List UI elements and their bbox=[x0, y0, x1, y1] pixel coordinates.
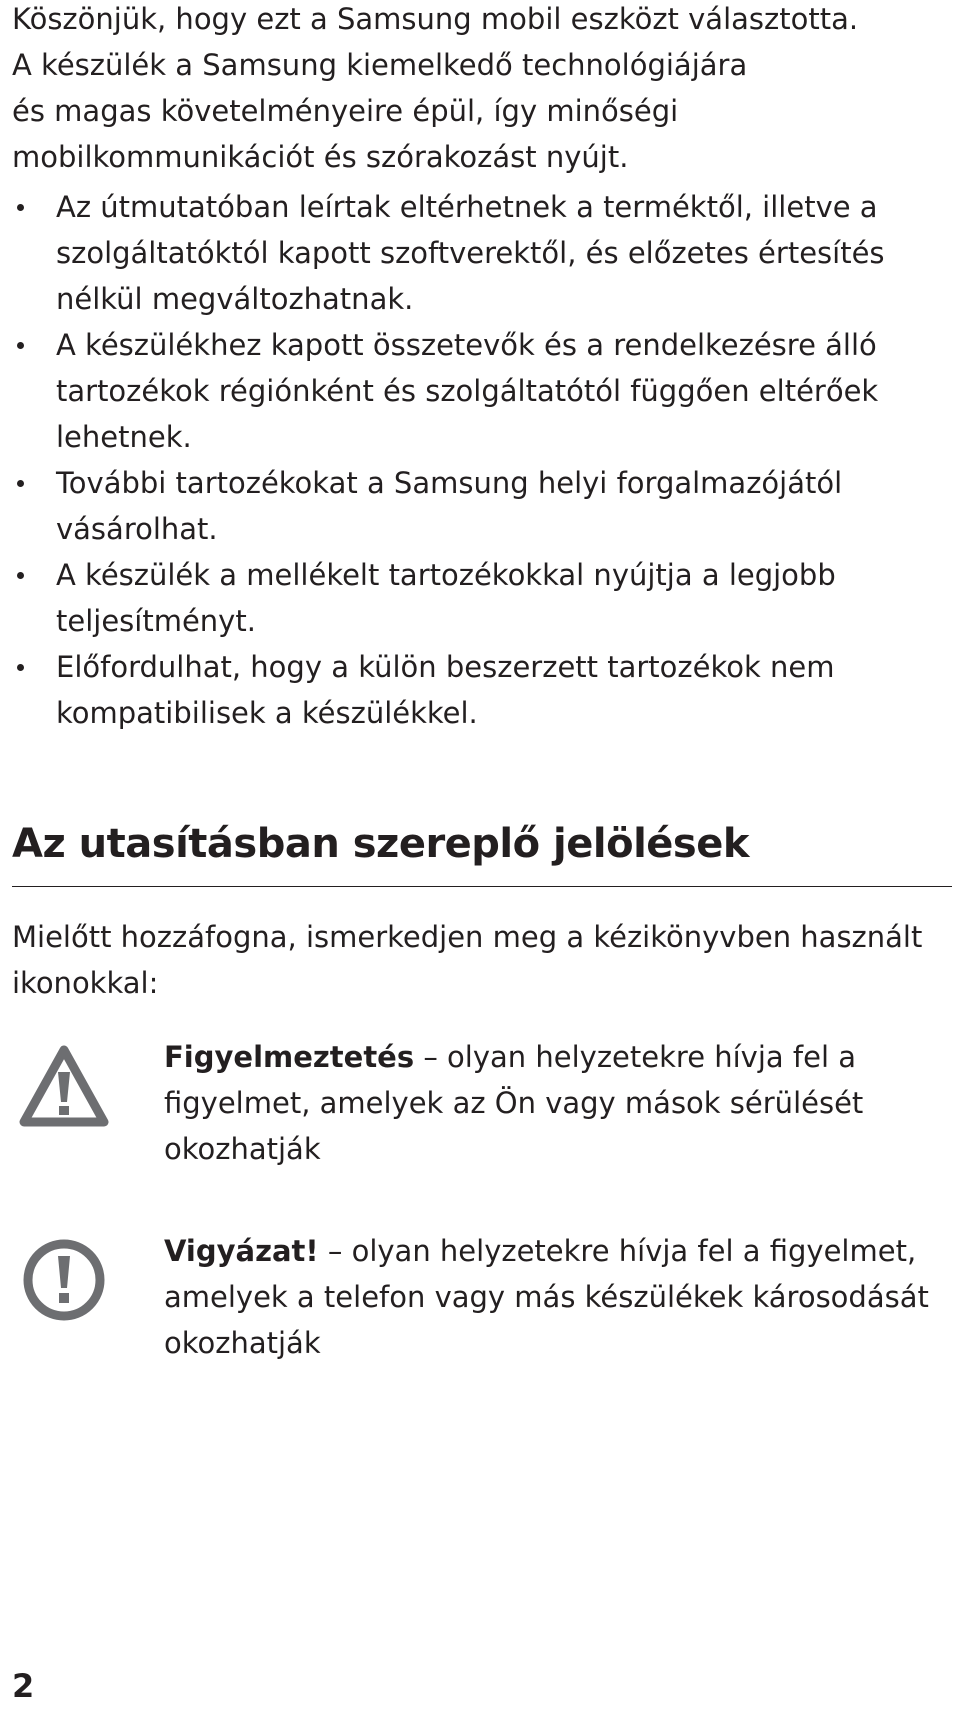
caution-text: – olyan helyzetekre hívja fel a figyelmet, amelyek a telefon vagy más készülékek károsodását okozhatják bbox=[164, 1234, 929, 1360]
list-item: További tartozékokat a Samsung helyi forgalmazójától vásárolhat. bbox=[12, 460, 942, 552]
caution-circle-icon bbox=[18, 1236, 110, 1328]
warning-triangle-icon bbox=[18, 1042, 110, 1134]
warning-text: – olyan helyzetekre hívja fel a figyelmet, amelyek az Ön vagy mások sérülését okozhatják bbox=[164, 1040, 864, 1166]
intro-line-2: A készülék a Samsung kiemelkedő technológiájára bbox=[12, 48, 748, 82]
caution-term: Vigyázat! bbox=[164, 1234, 319, 1268]
intro-paragraph bbox=[12, 0, 942, 180]
page-number: 2 bbox=[12, 1667, 35, 1705]
intro-line-1: Köszönjük, hogy ezt a Samsung mobil eszközt választotta. bbox=[12, 2, 859, 36]
warning-term: Figyelmeztetés bbox=[164, 1040, 415, 1074]
section-intro: Mielőtt hozzáfogna, ismerkedjen meg a kézikönyvben használt ikonokkal: bbox=[12, 920, 923, 1000]
list-item: Az útmutatóban leírtak eltérhetnek a terméktől, illetve a szolgáltatóktól kapott szoftverektől, és előzetes értesítés nélkül megváltozhatnak. bbox=[12, 184, 942, 322]
warning-description bbox=[164, 1034, 944, 1172]
list-item: A készülék a mellékelt tartozékokkal nyújtja a legjobb teljesítményt. bbox=[12, 552, 942, 644]
intro-line-4: mobilkommunikációt és szórakozást nyújt. bbox=[12, 140, 629, 174]
section-heading: Az utasításban szereplő jelölések bbox=[12, 816, 952, 887]
notes-list bbox=[12, 184, 942, 736]
caution-description bbox=[164, 1228, 944, 1366]
intro-line-3: és magas követelményeire épül, így minőségi bbox=[12, 94, 679, 128]
list-item: Előfordulhat, hogy a külön beszerzett tartozékok nem kompatibilisek a készülékkel. bbox=[12, 644, 942, 736]
list-item: A készülékhez kapott összetevők és a rendelkezésre álló tartozékok régiónként és szolgáltatótól függően eltérőek lehetnek. bbox=[12, 322, 942, 460]
